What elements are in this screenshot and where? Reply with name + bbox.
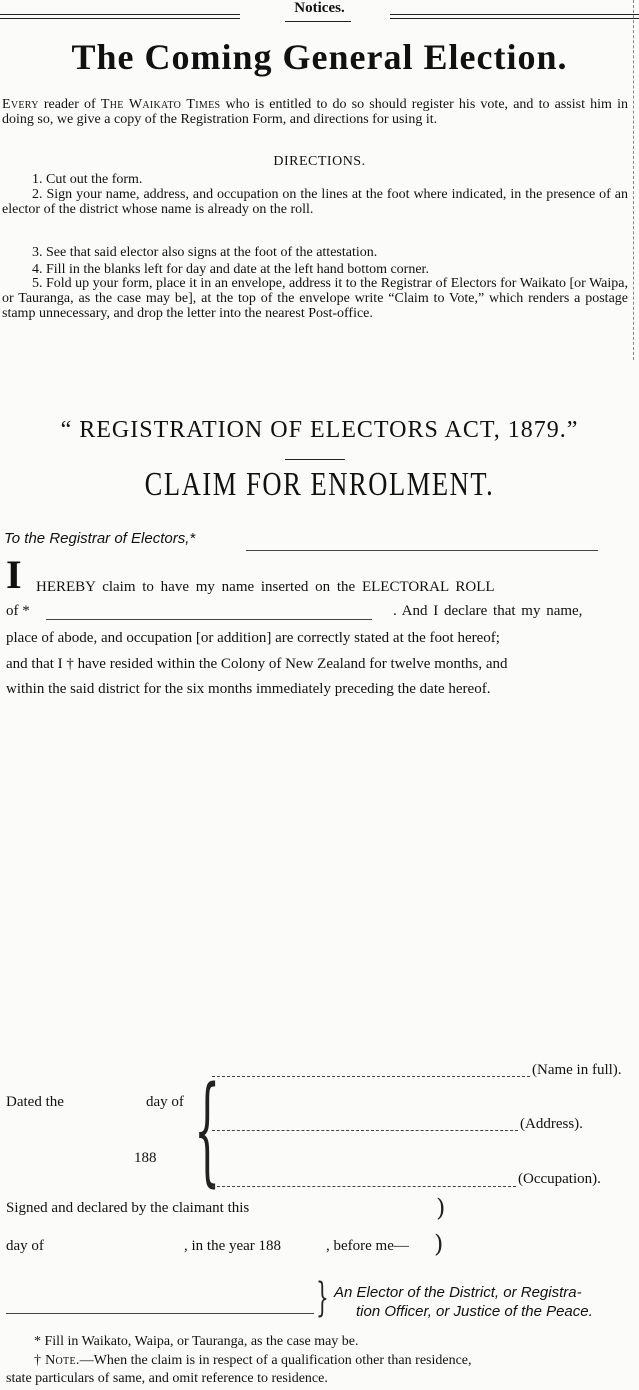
claim-initial: I — [6, 552, 22, 597]
direction-item-3: 3. See that said elector also signs at the foot of the attestation. — [32, 245, 378, 260]
footnote-2-continued: state particulars of same, and omit reference to residence. — [6, 1371, 328, 1386]
header-rule-right — [390, 14, 639, 15]
claim-title: CLAIM FOR ENROLMENT. — [144, 466, 495, 503]
header-rule-left-2 — [0, 18, 240, 19]
footnote-2-text: —When the claim is in respect of a qualification other than residence, — [79, 1353, 472, 1368]
header-underline — [285, 21, 351, 22]
header-rule-left — [0, 14, 240, 15]
claim-line-3: place of abode, and occupation [or addition] are correctly stated at the foot hereof; — [6, 630, 500, 646]
intro-text-before: reader of — [38, 97, 101, 112]
directions-heading: DIRECTIONS. — [273, 154, 366, 169]
act-title: “ REGISTRATION OF ELECTORS ACT, 1879.” — [60, 417, 579, 443]
address-label: (Address). — [520, 1116, 583, 1132]
witness-brace: } — [316, 1275, 329, 1321]
occupation-label: (Occupation). — [518, 1171, 601, 1187]
day-of-label-2: day of — [6, 1238, 44, 1254]
declared-brace-bottom: ) — [434, 1230, 444, 1258]
intro-lead-word: Every — [2, 97, 39, 112]
column-rule — [633, 0, 634, 360]
headline: The Coming General Election. — [71, 37, 568, 77]
footnote-1: * Fill in Waikato, Waipa, or Tauranga, as the case may be. — [34, 1334, 359, 1349]
elector-line-2: tion Officer, or Justice of the Peace. — [356, 1303, 593, 1320]
witness-signature-blank[interactable] — [6, 1313, 314, 1314]
declared-brace-top: ) — [436, 1194, 446, 1222]
claim-of-label: of * — [6, 603, 30, 619]
paper-name: The Waikato Times — [100, 97, 221, 112]
act-title-underline — [285, 459, 345, 460]
claim-line-5: within the said district for the six months immediately preceding the date hereof. — [6, 681, 491, 697]
in-the-year-label: , in the year 188 — [184, 1238, 282, 1254]
dated-the-label: Dated the — [6, 1094, 64, 1110]
direction-item-1: 1. Cut out the form. — [32, 172, 143, 187]
registrar-blank[interactable] — [246, 550, 598, 551]
day-of-label: day of — [146, 1094, 184, 1110]
claim-line-1: HEREBY claim to have my name inserted on the ELECTORAL ROLL — [36, 579, 495, 595]
footnote-2-lead: † Note. — [34, 1353, 80, 1368]
signature-brace: { — [194, 1060, 221, 1198]
direction-item-4: 4. Fill in the blanks left for day and date at the left hand bottom corner. — [32, 262, 429, 277]
before-me-label: , before me— — [326, 1238, 409, 1254]
year-label: 188 — [134, 1150, 157, 1166]
direction-item-5: 5. Fold up your form, place it in an envelope, address it to the Registrar of Electors for Waikato [or Waipa, or Tauranga, as the case may be], at the top of the envelope write “Claim to Vote,” which renders a postage stamp unnecessary, and drop the letter into the nearest Post-office. — [2, 276, 628, 321]
header-rule-right-2 — [390, 18, 639, 19]
claim-line-4: and that I † have resided within the Colony of New Zealand for twelve months, and — [6, 656, 508, 672]
signed-declared-label: Signed and declared by the claimant this — [6, 1200, 250, 1216]
electoral-roll-blank[interactable] — [46, 619, 372, 620]
address-blank[interactable] — [212, 1130, 518, 1131]
intro-paragraph — [2, 97, 628, 127]
notices-heading: Notices. — [294, 0, 345, 16]
to-registrar-label: To the Registrar of Electors,* — [4, 530, 196, 547]
name-label: (Name in full). — [532, 1062, 622, 1078]
occupation-blank[interactable] — [212, 1186, 516, 1187]
elector-line-1: An Elector of the District, or Registra- — [334, 1284, 582, 1301]
claim-line-2-end: . And I declare that my name, — [393, 603, 583, 619]
name-blank[interactable] — [212, 1076, 530, 1077]
footnote-2 — [34, 1353, 472, 1369]
direction-item-2: 2. Sign your name, address, and occupation on the lines at the foot where indicated, in the presence of an elector of the district whose name is already on the roll. — [2, 187, 628, 217]
intro-text-after: who is entitled to do so should register his vote, and to assist him in doing so, we give a copy of the Registration Form, and directions for using it. — [2, 97, 628, 127]
